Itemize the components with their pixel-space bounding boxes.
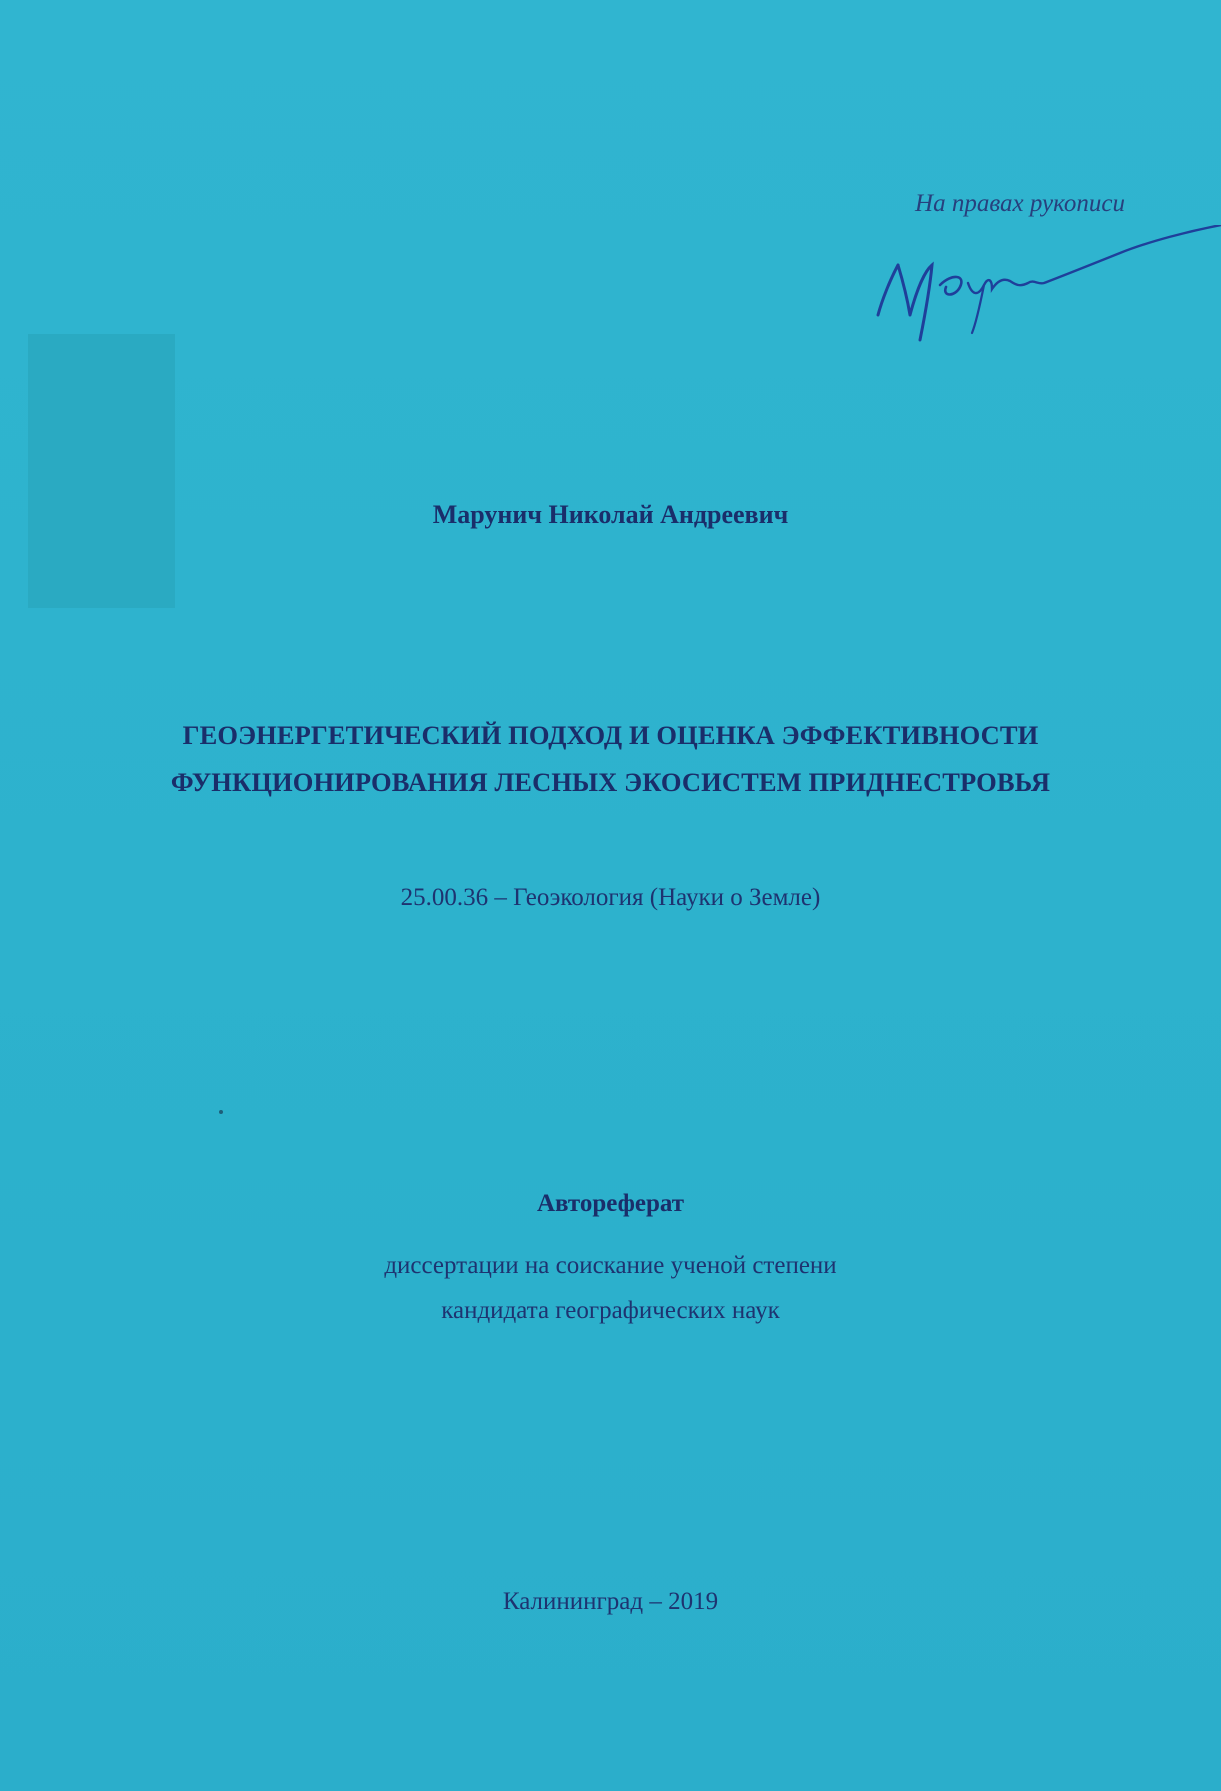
- degree-description-line-1: диссертации на соискание ученой степени: [384, 1252, 837, 1279]
- degree-description-line-2: кандидата географических наук: [441, 1297, 780, 1324]
- manuscript-rights-note: На правах рукописи: [915, 190, 1125, 217]
- print-speck: [219, 1110, 223, 1114]
- cover-label-patch: [28, 334, 175, 608]
- specialty-code: 25.00.36 – Геоэкология (Науки о Земле): [400, 884, 821, 911]
- dissertation-title: [0, 712, 1221, 806]
- degree-description: [0, 1243, 1221, 1333]
- document-genre: Автореферат: [536, 1190, 685, 1217]
- author-name: Марунич Николай Андреевич: [432, 500, 789, 529]
- title-line-1: ГЕОЭНЕРГЕТИЧЕСКИЙ ПОДХОД И ОЦЕНКА ЭФФЕКТИВНОСТИ: [182, 720, 1039, 750]
- title-line-2: ФУНКЦИОНИРОВАНИЯ ЛЕСНЫХ ЭКОСИСТЕМ ПРИДНЕСТРОВЬЯ: [170, 767, 1051, 797]
- place-and-year: Калининград – 2019: [502, 1588, 719, 1615]
- author-signature: [860, 225, 1221, 345]
